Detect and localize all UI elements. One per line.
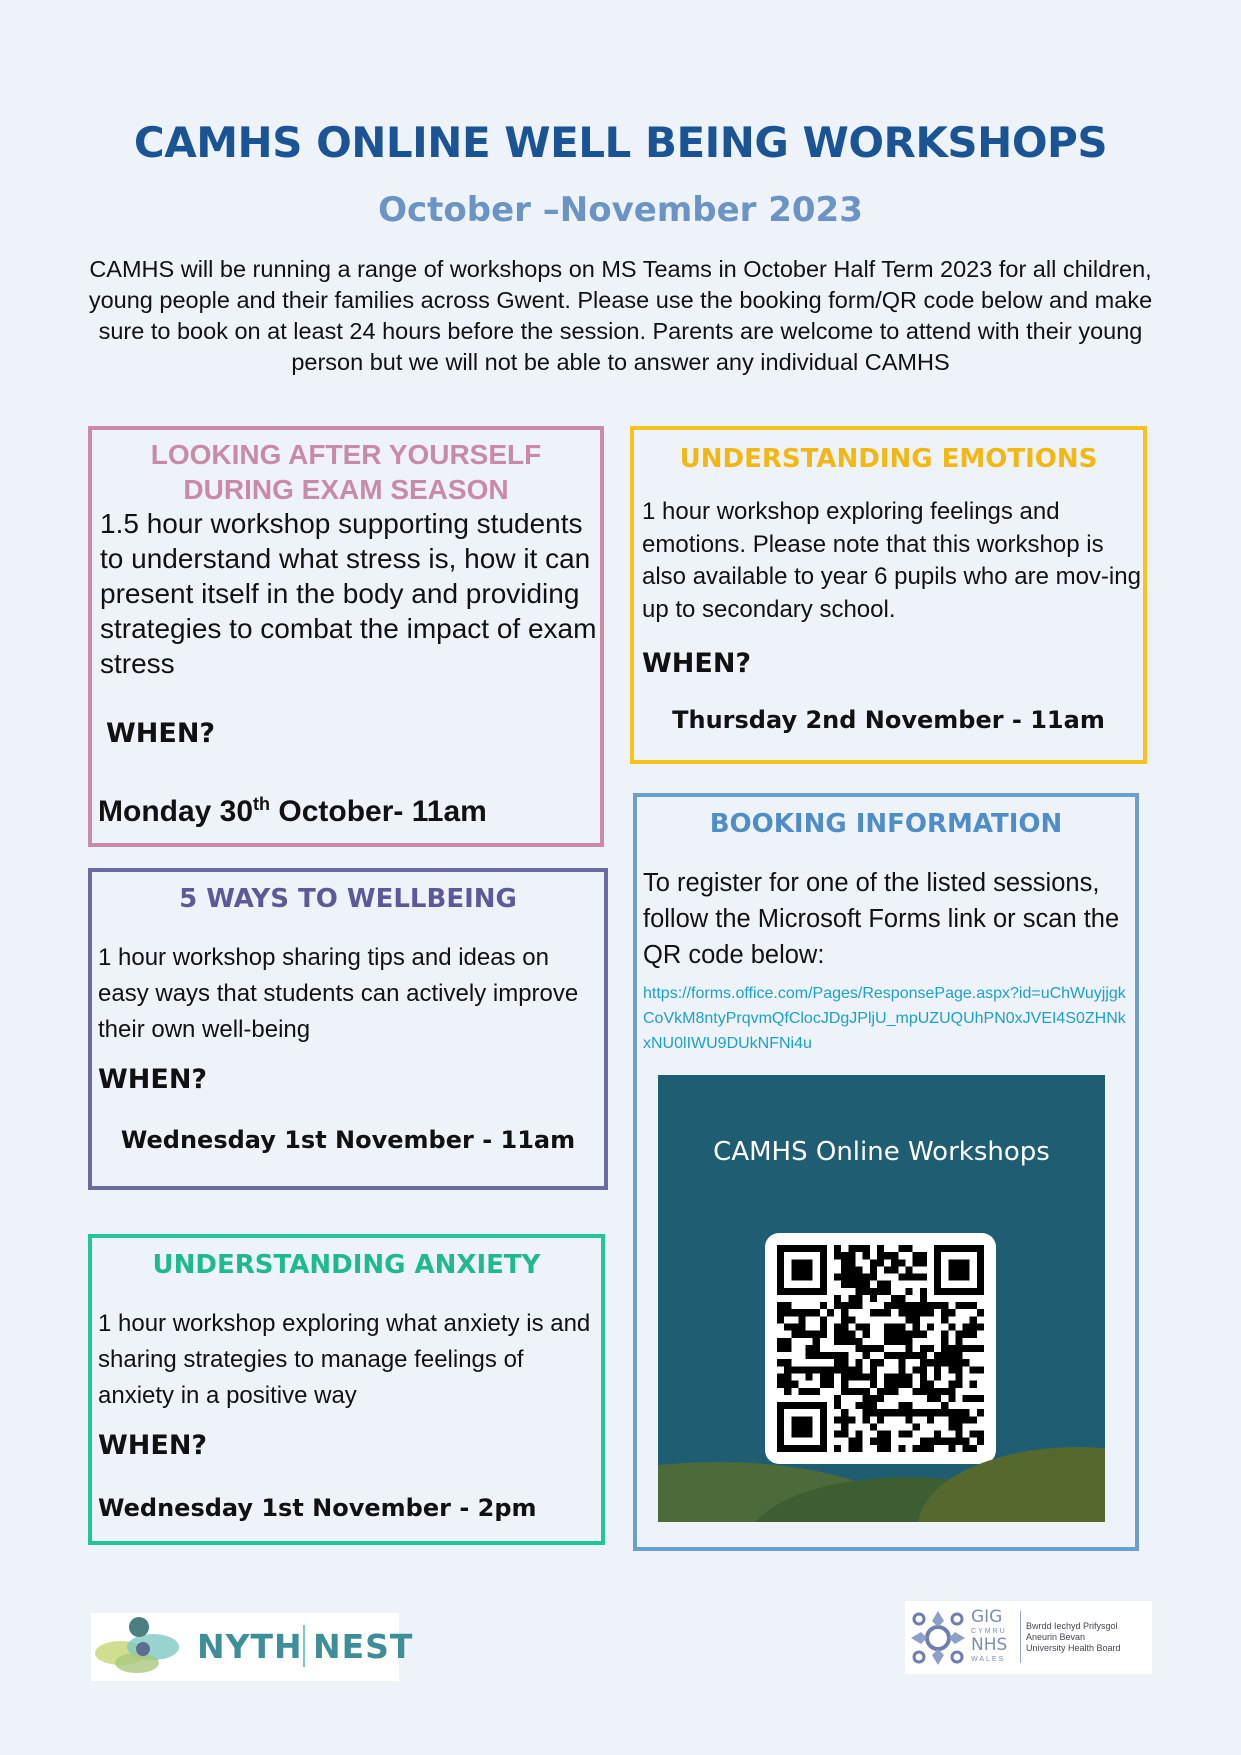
page-subtitle: October –November 2023 bbox=[378, 190, 863, 230]
workshop-card-anxiety bbox=[88, 1234, 605, 1545]
health-board-emblem-icon bbox=[907, 1607, 969, 1669]
cymru-label: CYMRU bbox=[971, 1628, 1007, 1635]
board-line: University Health Board bbox=[1026, 1643, 1121, 1653]
workshop-description: 1 hour workshop exploring what anxiety is and sharing strategies to manage feelings of anxiety in a positive way bbox=[98, 1310, 591, 1409]
nhs-label: NHS bbox=[971, 1635, 1008, 1655]
workshop-title: UNDERSTANDING EMOTIONS bbox=[679, 444, 1098, 474]
booking-form-link[interactable]: https://forms.office.com/Pages/ResponsePage.aspx?id=uChWuyjjgkCoVkM8ntyPrqvmQfClocJDgJPljU_mpUZUQUhPN0xJVEI4S0ZHNkxNU0lIWU9DUkNFNi4u bbox=[643, 985, 1126, 1052]
qr-code-icon bbox=[777, 1245, 984, 1452]
hills-decoration bbox=[658, 1432, 1105, 1522]
workshop-date: Wednesday 1st November - 11am bbox=[120, 1126, 576, 1154]
nhs-wales-logo bbox=[905, 1601, 1152, 1674]
booking-title: BOOKING INFORMATION bbox=[709, 809, 1063, 839]
when-label: WHEN? bbox=[98, 1064, 208, 1095]
board-line: Bwrdd Iechyd Prifysgol bbox=[1026, 1621, 1118, 1631]
date-day: Monday 30 bbox=[98, 795, 254, 828]
qr-panel-title: CAMHS Online Workshops bbox=[713, 1137, 1050, 1167]
logo-divider bbox=[1020, 1611, 1021, 1663]
health-board-name bbox=[1026, 1621, 1121, 1654]
workshop-card-wellbeing bbox=[88, 868, 608, 1190]
workshop-card-exam-season bbox=[88, 426, 604, 847]
nest-label: NEST bbox=[313, 1627, 414, 1666]
workshop-date: Wednesday 1st November - 2pm bbox=[98, 1494, 537, 1522]
workshop-description: 1 hour workshop sharing tips and ideas on easy ways that students can actively improve their own well-being bbox=[98, 944, 579, 1043]
page-title: CAMHS ONLINE WELL BEING WORKSHOPS bbox=[133, 118, 1108, 167]
workshop-date: Thursday 2nd November - 11am bbox=[672, 706, 1105, 734]
workshop-card-emotions bbox=[630, 426, 1147, 764]
wales-label: WALES bbox=[971, 1656, 1006, 1663]
board-line: Aneurin Bevan bbox=[1026, 1632, 1086, 1642]
workshop-title: UNDERSTANDING ANXIETY bbox=[152, 1250, 541, 1280]
workshop-date bbox=[98, 794, 487, 829]
nyth-label: NYTH bbox=[197, 1627, 303, 1666]
qr-code-panel bbox=[658, 1075, 1105, 1522]
logo-divider bbox=[303, 1625, 305, 1667]
date-rest: October- 11am bbox=[270, 795, 487, 828]
booking-information-card bbox=[633, 793, 1139, 1551]
workshop-description: 1 hour workshop exploring feelings and emotions. Please note that this workshop is also available to year 6 pupils who are mov-ing up to secondary school. bbox=[642, 498, 1141, 623]
when-label: WHEN? bbox=[642, 648, 752, 679]
workshop-title: 5 WAYS TO WELLBEING bbox=[179, 884, 517, 914]
nyth-nest-logo bbox=[91, 1613, 414, 1681]
intro-paragraph: CAMHS will be running a range of workshops on MS Teams in October Half Term 2023 for all children, young people and their families across Gwent. Please use the booking form/QR code below and make sure to book on at least 24 hours before the session. Parents are welcome to attend with their young person but we will not be able to answer any individual CAMHS bbox=[88, 256, 1153, 375]
when-label: WHEN? bbox=[106, 718, 216, 749]
workshop-description: 1.5 hour workshop supporting students to understand what stress is, how it can present itself in the body and providing strategies to combat the impact of exam stress bbox=[100, 508, 597, 679]
workshop-title: LOOKING AFTER YOURSELF DURING EXAM SEASON bbox=[150, 439, 542, 505]
gig-label: GIG bbox=[971, 1607, 1003, 1627]
qr-code[interactable] bbox=[765, 1233, 996, 1464]
booking-instructions: To register for one of the listed sessions, follow the Microsoft Forms link or scan the QR code below: bbox=[643, 869, 1120, 969]
date-ordinal: th bbox=[253, 794, 271, 814]
when-label: WHEN? bbox=[98, 1430, 208, 1461]
nest-leaves-icon bbox=[91, 1613, 191, 1681]
